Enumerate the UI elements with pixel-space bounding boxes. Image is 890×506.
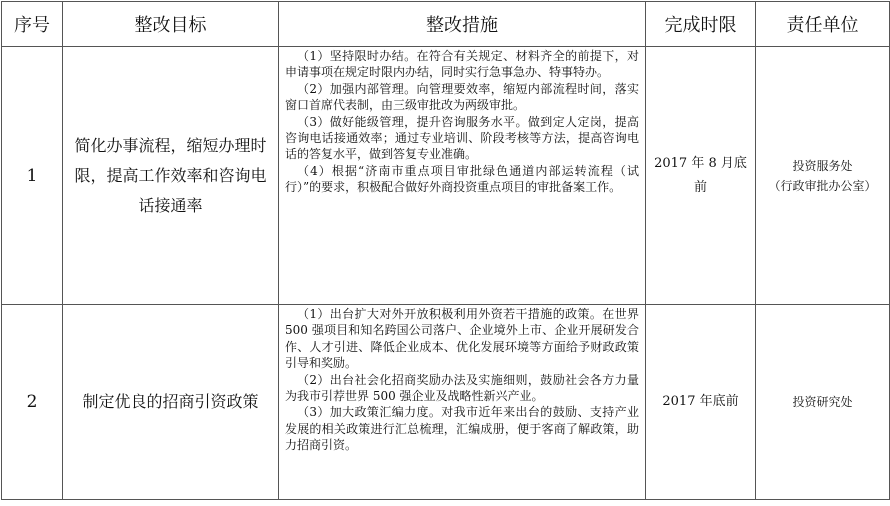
measure-item: （1）坚持限时办结。在符合有关规定、材料齐全的前提下，对申请事项在规定时限内办结，同时实行急事急办、特事特办。 — [285, 49, 639, 80]
row-measures — [279, 47, 646, 305]
table-row — [2, 305, 890, 500]
table-row — [2, 47, 890, 305]
measure-item: （4）根据“济南市重点项目审批绿色通道内部运转流程（试行）”的要求，积极配合做好外商投资重点项目的审批备案工作。 — [285, 163, 639, 195]
row-deadline: 2017 年底前 — [646, 305, 756, 500]
row-goal: 简化办事流程，缩短办理时限，提高工作效率和咨询电话接通率 — [63, 47, 279, 305]
row-index: 2 — [2, 305, 63, 500]
row-measures — [279, 305, 646, 500]
header-measures: 整改措施 — [279, 2, 646, 47]
header-index: 序号 — [2, 2, 63, 47]
row-goal: 制定优良的招商引资政策 — [63, 305, 279, 500]
measure-item: （2）出台社会化招商奖励办法及实施细则，鼓励社会各方力量为我市引荐世界 500 强企业及战略性新兴产业。 — [285, 372, 639, 404]
row-unit — [756, 47, 890, 305]
measure-item: （3）做好能级管理，提升咨询服务水平。做到定人定岗，提高咨询电话接通效率；通过专业培训、阶段考核等方法，提高咨询电话的答复水平，做到答复专业准确。 — [285, 114, 639, 162]
row-unit — [756, 305, 890, 500]
measure-item: （1）出台扩大对外开放积极利用外资若干措施的政策。在世界 500 强项目和知名跨国公司落户、企业境外上市、企业开展研发合作、人才引进、降低企业成本、优化发展环境等方面给予财政政策引导和奖励。 — [285, 307, 639, 371]
unit-line: 投资研究处 — [792, 395, 853, 409]
header-unit: 责任单位 — [756, 2, 890, 47]
measure-item: （2）加强内部管理。向管理要效率，缩短内部流程时间，落实窗口首席代表制，由三级审批改为两级审批。 — [285, 81, 639, 113]
unit-line: 投资服务处 — [792, 158, 853, 173]
header-row — [2, 2, 890, 47]
unit-line: （行政审批办公室） — [768, 178, 877, 193]
header-deadline: 完成时限 — [646, 2, 756, 47]
rectification-table — [1, 1, 890, 500]
measure-item: （3）加大政策汇编力度。对我市近年来出台的鼓励、支持产业发展的相关政策进行汇总梳理，汇编成册，便于客商了解政策，助力招商引资。 — [285, 405, 639, 453]
header-goal: 整改目标 — [63, 2, 279, 47]
row-deadline: 2017 年 8 月底前 — [646, 47, 756, 305]
row-index: 1 — [2, 47, 63, 305]
